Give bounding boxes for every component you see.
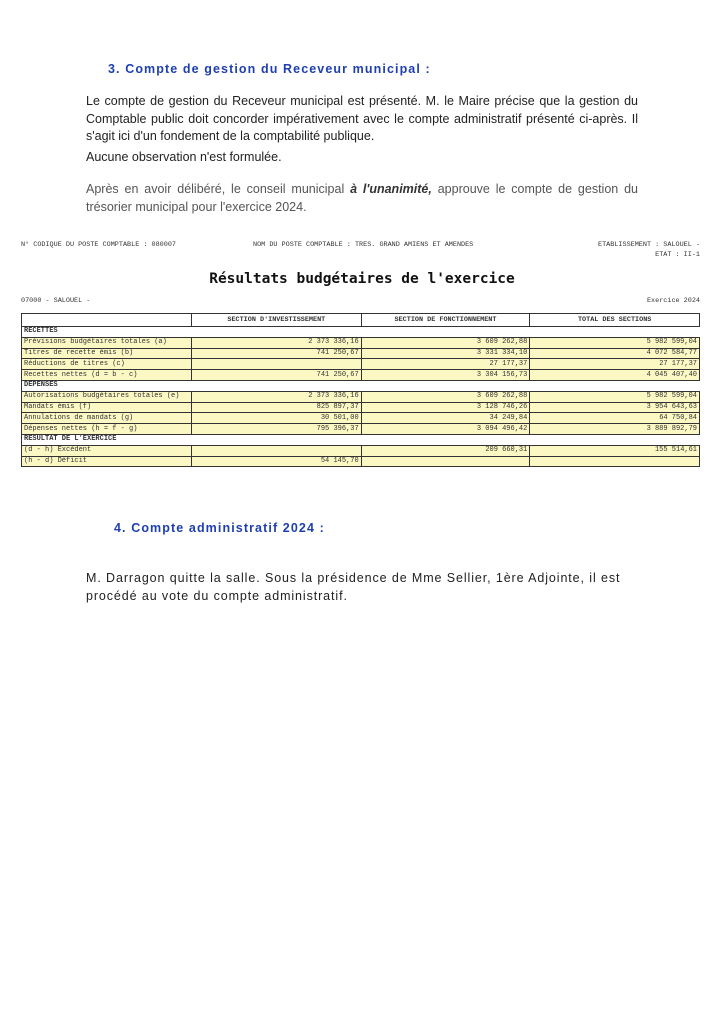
table-section-row xyxy=(22,380,700,391)
table-cell-value: 27 177,37 xyxy=(361,359,530,370)
table-row xyxy=(22,413,700,424)
table-cell-value xyxy=(530,456,700,467)
section4-paragraph: M. Darragon quitte la salle. Sous la présidence de Mme Sellier, 1ère Adjointe, il est procédé au vote du compte administratif. xyxy=(86,571,621,603)
table-cell-value: 64 750,84 xyxy=(530,413,700,424)
table-row-label: Recettes nettes (d = b - c) xyxy=(22,370,192,381)
table-header-cell: SECTION DE FONCTIONNEMENT xyxy=(361,314,530,327)
table-row-label: Titres de recette émis (b) xyxy=(22,348,192,359)
table-cell-value: 3 128 746,26 xyxy=(361,402,530,413)
table-cell-value: 2 373 336,16 xyxy=(191,337,361,348)
table-cell-value: 741 250,67 xyxy=(191,370,361,381)
table-row xyxy=(22,456,700,467)
table-cell-value: 3 304 156,73 xyxy=(361,370,530,381)
report-nom-poste: NOM DU POSTE COMPTABLE : TRES. GRAND AMIENS ET AMENDES xyxy=(253,241,474,249)
table-row-label: Prévisions budgétaires totales (a) xyxy=(22,337,192,348)
table-header-row xyxy=(22,314,700,327)
table-cell-value: 795 396,37 xyxy=(191,424,361,435)
table-cell-value: 4 045 407,40 xyxy=(530,370,700,381)
table-row-label: (h - d) Déficit xyxy=(22,456,192,467)
table-cell-value: 3 094 496,42 xyxy=(361,424,530,435)
table-row xyxy=(22,348,700,359)
table-header-cell: SECTION D'INVESTISSEMENT xyxy=(191,314,361,327)
para3-text-after: approuve le compte de gestion du trésorier municipal pour l'exercice 2024. xyxy=(86,182,638,214)
table-row xyxy=(22,370,700,381)
table-cell-value: 5 982 599,04 xyxy=(530,391,700,402)
table-cell-value xyxy=(191,359,361,370)
table-cell-value: 27 177,37 xyxy=(530,359,700,370)
table-cell-value: 3 331 334,10 xyxy=(361,348,530,359)
report-code-poste: N° CODIQUE DU POSTE COMPTABLE : 080007 xyxy=(21,241,176,249)
section3-paragraph-1: Le compte de gestion du Receveur municipal est présenté. M. le Maire précise que la gestion du Comptable public doit concorder impérativement avec le compte administratif présenté ci-après. Il s'agit ici d'un fondement de la comptabilité publique. xyxy=(86,94,638,143)
table-cell-value: 5 982 599,04 xyxy=(530,337,700,348)
para3-unanimite: à l'unanimité, xyxy=(350,182,432,196)
table-cell-value: 54 145,70 xyxy=(191,456,361,467)
table-cell-value: 3 609 262,88 xyxy=(361,337,530,348)
report-etat: ETAT : II-1 xyxy=(655,251,700,259)
table-cell-value: 155 514,61 xyxy=(530,445,700,456)
section3-paragraph-2: Aucune observation n'est formulée. xyxy=(86,150,282,164)
table-cell-value xyxy=(361,456,530,467)
table-cell-value: 3 609 262,88 xyxy=(361,391,530,402)
table-row-label: Réductions de titres (c) xyxy=(22,359,192,370)
table-row-label: Mandats émis (f) xyxy=(22,402,192,413)
table-row xyxy=(22,359,700,370)
table-header-cell xyxy=(22,314,192,327)
table-row-label: Dépenses nettes (h = f - g) xyxy=(22,424,192,435)
table-section-row xyxy=(22,327,700,338)
table-section-title: RECETTES xyxy=(22,327,700,338)
section3-paragraph-3 xyxy=(86,181,638,216)
table-row xyxy=(22,424,700,435)
table-cell-value: 3 889 892,79 xyxy=(530,424,700,435)
report-exercice: Exercice 2024 xyxy=(646,297,700,305)
table-cell-value: 30 501,00 xyxy=(191,413,361,424)
table-row-label: Annulations de mandats (g) xyxy=(22,413,192,424)
table-cell-value: 3 954 643,63 xyxy=(530,402,700,413)
budget-results-table xyxy=(21,313,700,467)
section4-heading: 4. Compte administratif 2024 : xyxy=(114,521,325,535)
table-row xyxy=(22,445,700,456)
table-cell-value xyxy=(191,445,361,456)
report-etablissement: ETABLISSEMENT : SALOUEL - xyxy=(598,241,700,249)
table-row xyxy=(22,337,700,348)
section3-heading: 3. Compte de gestion du Receveur municipal : xyxy=(108,62,431,76)
table-row xyxy=(22,391,700,402)
para3-text-before: Après en avoir délibéré, le conseil municipal xyxy=(86,182,351,196)
table-cell-value: 209 660,31 xyxy=(361,445,530,456)
table-cell-value: 2 373 336,16 xyxy=(191,391,361,402)
report-title: Résultats budgétaires de l'exercice xyxy=(209,271,515,287)
table-row-label: (d - h) Excédent xyxy=(22,445,192,456)
table-section-row xyxy=(22,434,700,445)
table-cell-value: 825 897,37 xyxy=(191,402,361,413)
table-row-label: Autorisations budgétaires totales (e) xyxy=(22,391,192,402)
table-section-title: RESULTAT DE L'EXERCICE xyxy=(22,434,700,445)
table-cell-value: 741 250,67 xyxy=(191,348,361,359)
table-section-title: DEPENSES xyxy=(22,380,700,391)
table-header-cell: TOTAL DES SECTIONS xyxy=(530,314,700,327)
table-row xyxy=(22,402,700,413)
table-cell-value: 4 072 584,77 xyxy=(530,348,700,359)
table-cell-value: 34 249,84 xyxy=(361,413,530,424)
report-commune: 07000 - SALOUEL - xyxy=(21,297,91,305)
